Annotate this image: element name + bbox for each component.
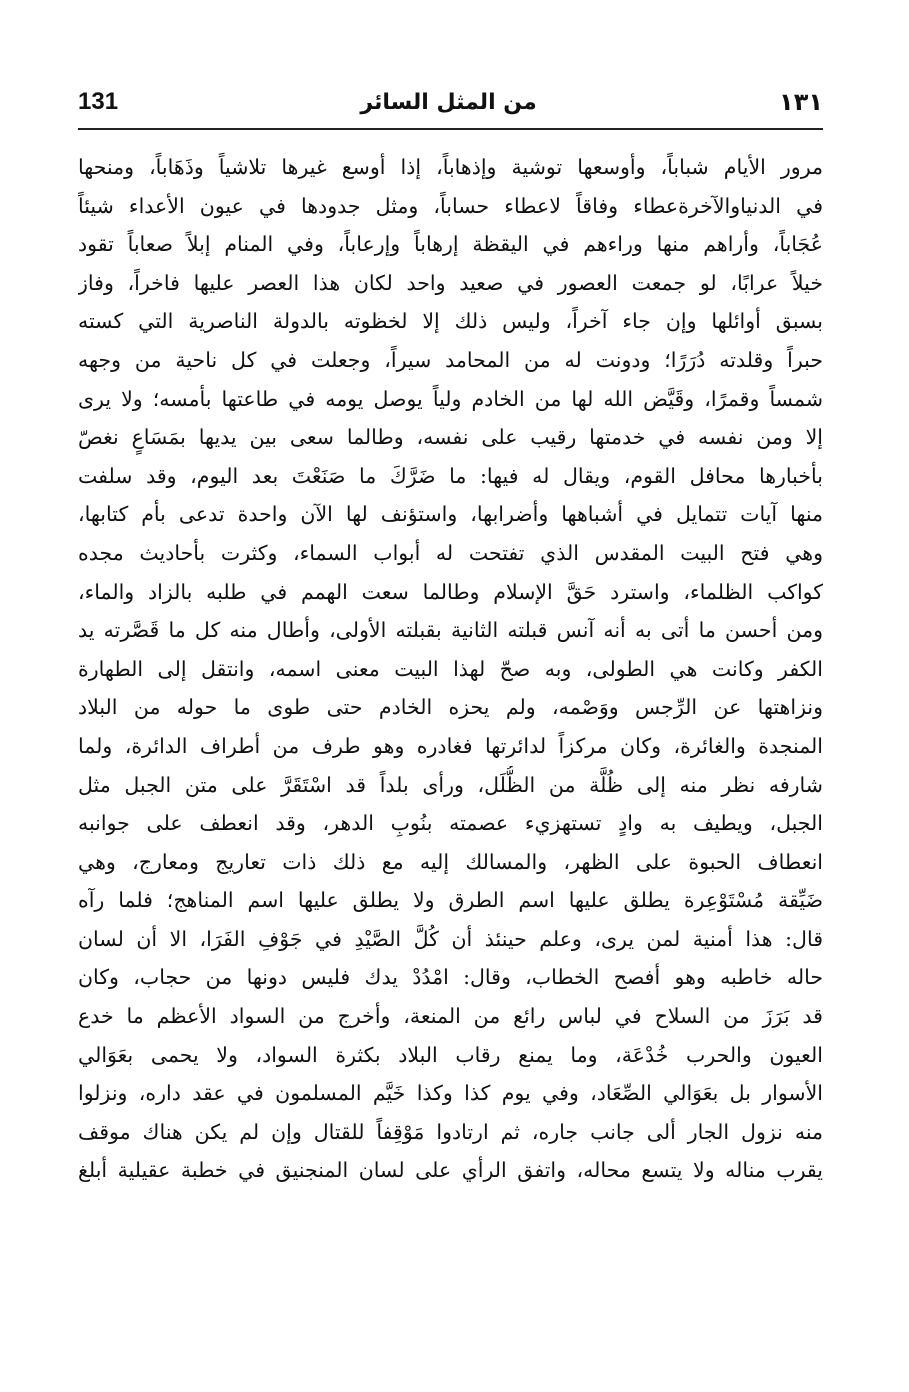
text-line: إلا ومن نفسه في خدمتها رقيب على نفسه، وطالما سعى بين يديها بمَسَاعٍ نغصّ	[78, 425, 823, 450]
text-line: المنجدة والغائرة، وكان مركزاً لدائرتها فغادره وهو طرف من أطراف الدائرة، ولما	[78, 733, 823, 758]
text-line: خيلاً عرابًا، لو جمعت العصور في صعيد واحد لكان هذا العصر عليها فاخراً، وفاز	[78, 270, 823, 295]
text-line: حاله خاطبه وهو أفصح الخطاب، وقال: امْدُدْ يدك فليس دونها من حجاب، وكان	[78, 965, 823, 990]
book-page	[78, 82, 823, 1190]
text-line: كواكب الظلماء، واسترد حَقَّ الإسلام وطالما سعت الهمم في طلبه بالزاد والماء،	[78, 579, 823, 604]
text-line: الجبل، ويطيف به وادٍ تستهزيء عصمته بنُوبِ الدهر، وقد انعطف على جوانبه	[78, 811, 823, 836]
text-line: عُجَاباً، وأراهم منها وراءهم في اليقظة إرهاباً وإرعاباً، وفي المنام إبلاً صعاباً تقود	[78, 232, 823, 257]
running-title: من المثل السائر	[360, 89, 537, 115]
text-line: ونزاهتها عن الرِّجس ووَصْمه، ولم يحزه الخادم حتى طوى ما حوله من البلاد	[78, 695, 823, 720]
text-line: منه نزول الجار ألى جانب جاره، ثم ارتادوا مَوْقِفاً للقتال وإن لم يكن هناك موقف	[78, 1119, 823, 1144]
text-line: وهي فتح البيت المقدس الذي تفتحت له أبواب السماء، وكثرت بأحاديث مجده	[78, 540, 823, 565]
text-line: الكفر وكانت هي الطولى، وبه صحّ لهذا البيت معنى اسمه، وانتقل إلى الطهارة	[78, 656, 823, 681]
body-text	[78, 148, 823, 1190]
text-line: في الدنياوالآخرةعطاء وفاقاً لاعطاء حساباً، ومثل جدودها في عيون الأعداء شيئاً	[78, 193, 823, 218]
text-line: العيون والحرب خُدْعَة، وما يمنع رقاب البلاد بكثرة السواد، ولا يحمى بعَوَالي	[78, 1042, 823, 1067]
text-line: قال: هذا أمنية لمن يرى، وعلم حينئذ أن كُلَّ الصَّيْدِ في جَوْفِ الفَرَا، الا أن لسان	[78, 926, 823, 951]
text-line: حبراً وقلدته دُرَرًا؛ ودونت له من المحامد سيراً، وجعلت في كل ناحية من وجهه	[78, 347, 823, 372]
text-line: انعطاف الحبوة على الظهر، والمسالك إليه مع ذلك ذات تعاريج ومعارج، وهي	[78, 849, 823, 874]
text-line: بسبق أوائلها وإن جاء آخراً، وليس ذلك إلا لخظوته بالدولة الناصرية التي كسته	[78, 309, 823, 334]
page-header	[78, 82, 823, 122]
text-line: شمساً وقمرًا، وقَيَّض الله لها من الخادم ولياً يوصل يومه في طاعتها بأمسه؛ ولا يرى	[78, 386, 823, 411]
text-line: ضَيِّقة مُسْتَوْعِرة يطلق عليها اسم الطرق ولا يطلق عليها اسم المناهج؛ فلما رآه	[78, 888, 823, 913]
page-number-latin: 131	[78, 88, 119, 115]
header-rule	[78, 128, 823, 130]
text-line: بأخبارها محافل القوم، ويقال له فيها: ما ضَرَّكَ ما صَنَعْتَ بعد اليوم، وقد سلفت	[78, 463, 823, 488]
text-line: الأسوار بل بعَوَالي الصِّعَاد، وفي يوم كذا وكذا خَيَّم المسلمون في عقد داره، ونزلوا	[78, 1081, 823, 1106]
text-line: منها آيات تتمايل في أشباهها وأضرابها، واستؤنف لها الآن واحدة تدعى بأم كتابها،	[78, 502, 823, 527]
text-line: مرور الأيام شباباً، وأوسعها توشية وإذهاباً، إذا أوسع غيرها تلاشياً وذَهَاباً، ومنحها	[78, 155, 823, 179]
text-line: ومن أحسن ما أتى به أنه آنس قبلته الثانية بقبلته الأولى، وأطال منه كل ما قَصَّرته يد	[78, 618, 823, 643]
text-line: شارفه نظر منه إلى ظُلَّة من الظُّلَل، ورأى بلداً قد اسْتَقَرَّ على متن الجبل مثل	[78, 772, 823, 797]
page-number-arabic: ١٣١	[779, 88, 823, 116]
text-line: يقرب مناله ولا يتسع محاله، واتفق الرأي على لسان المنجنيق في خطبة عقيلية أبلغ	[78, 1158, 823, 1183]
text-line: قد بَرَزَ من السلاح في لباس رائع من المنعة، وأخرج من السواد الأعظم ما خدع	[78, 1004, 823, 1029]
